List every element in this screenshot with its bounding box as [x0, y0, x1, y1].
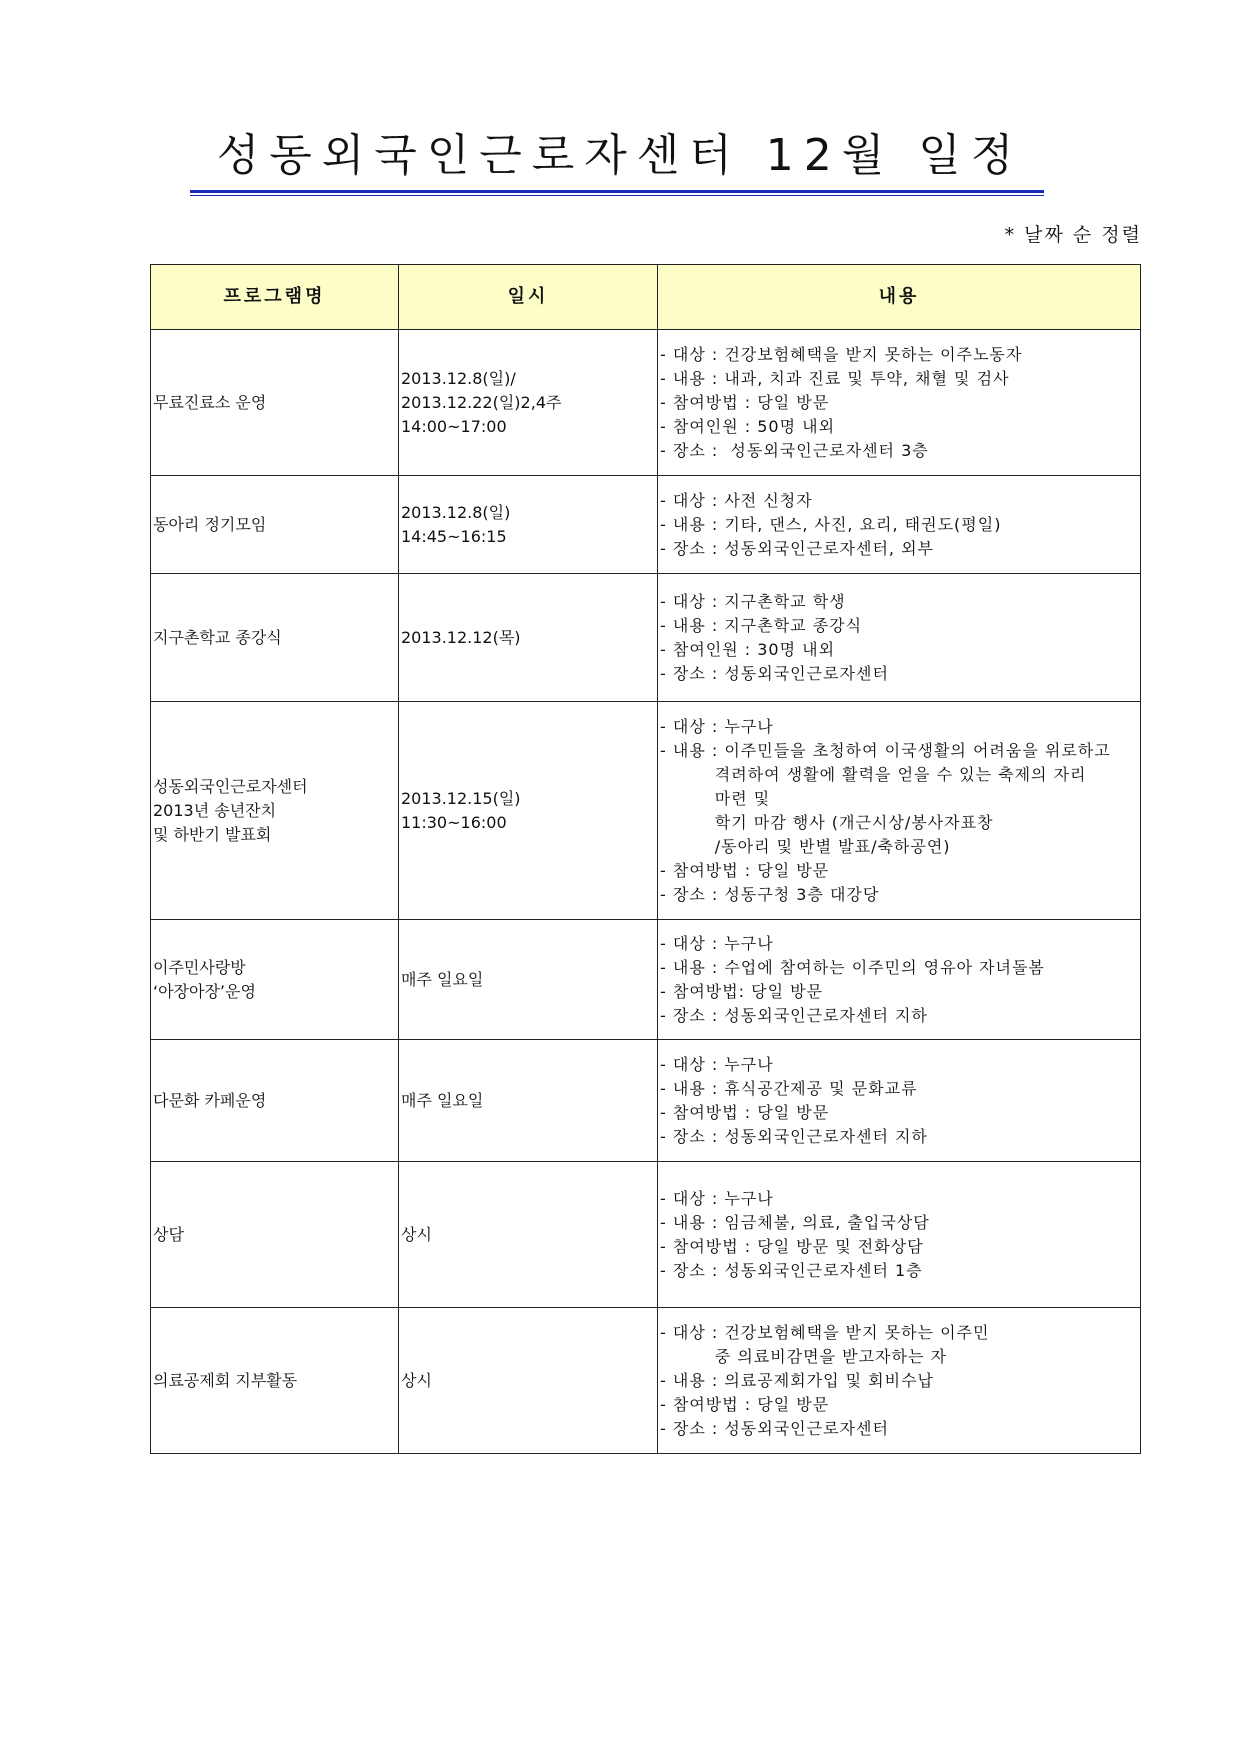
- program-details-cell: [658, 702, 1141, 920]
- detail-line: - 참여방법 : 당일 방문: [660, 392, 830, 412]
- detail-line: - 장소 : 성동외국인근로자센터 지하: [660, 1126, 928, 1146]
- details-list: [660, 489, 1138, 561]
- detail-line: - 대상 : 지구촌학교 학생: [660, 591, 846, 611]
- header-row: [151, 265, 1141, 330]
- detail-line: /동아리 및 반별 발표/축하공연): [660, 836, 951, 856]
- table-row: [151, 702, 1141, 920]
- sort-note: * 날짜 순 정렬: [1004, 224, 1142, 246]
- detail-line: - 대상 : 건강보험혜택을 받지 못하는 이주민: [660, 1322, 990, 1342]
- detail-line: 학기 마감 행사 (개근시상/봉사자표창: [660, 812, 994, 832]
- schedule-date-cell: 2013.12.15(일) 11:30~16:00: [399, 702, 658, 920]
- program-name-cell: 상담: [151, 1162, 399, 1308]
- table-row: [151, 920, 1141, 1040]
- schedule-date-cell: 매주 일요일: [399, 1040, 658, 1162]
- details-list: [660, 1321, 1138, 1441]
- detail-line: - 장소 : 성동외국인근로자센터 지하: [660, 1005, 928, 1025]
- schedule-date-cell: 2013.12.8(일) 14:45~16:15: [399, 476, 658, 574]
- program-name-cell: 무료진료소 운영: [151, 330, 399, 476]
- detail-line: - 대상 : 사전 신청자: [660, 490, 813, 510]
- detail-line: - 대상 : 누구나: [660, 1054, 774, 1074]
- schedule-date-cell: 매주 일요일: [399, 920, 658, 1040]
- table-row: [151, 330, 1141, 476]
- header-date: 일시: [399, 265, 658, 330]
- detail-line: - 장소 : 성동외국인근로자센터: [660, 1418, 889, 1438]
- detail-line: - 참여방법: 당일 방문: [660, 981, 824, 1001]
- table-row: [151, 574, 1141, 702]
- title-underline-thin: [190, 195, 1044, 196]
- header-program: 프로그램명: [151, 265, 399, 330]
- detail-line: - 참여인원 : 50명 내외: [660, 416, 836, 436]
- detail-line: - 참여방법 : 당일 방문: [660, 1394, 830, 1414]
- detail-line: - 장소 : 성동외국인근로자센터 1층: [660, 1260, 923, 1280]
- program-name-cell: 성동외국인근로자센터 2013년 송년잔치 및 하반기 발표회: [151, 702, 399, 920]
- detail-line: 중 의료비감면을 받고자하는 자: [660, 1346, 947, 1366]
- table-row: [151, 1162, 1141, 1308]
- detail-line: - 참여방법 : 당일 방문: [660, 860, 830, 880]
- schedule-date-cell: 2013.12.8(일)/ 2013.12.22(일)2,4주 14:00~17:00: [399, 330, 658, 476]
- details-list: [660, 715, 1138, 907]
- details-list: [660, 343, 1138, 463]
- program-name-cell: 이주민사랑방 ‘아장아장’운영: [151, 920, 399, 1040]
- program-details-cell: [658, 574, 1141, 702]
- schedule-date-cell: 2013.12.12(목): [399, 574, 658, 702]
- detail-line: - 내용 : 이주민들을 초청하여 이국생활의 어려움을 위로하고: [660, 740, 1111, 760]
- detail-line: - 장소 : 성동외국인근로자센터: [660, 663, 889, 683]
- program-name-cell: 지구촌학교 종강식: [151, 574, 399, 702]
- table-row: [151, 1308, 1141, 1454]
- program-name-cell: 동아리 정기모임: [151, 476, 399, 574]
- details-list: [660, 590, 1138, 686]
- detail-line: - 내용 : 임금체불, 의료, 출입국상담: [660, 1212, 930, 1232]
- schedule-table: [150, 264, 1141, 1454]
- detail-line: - 내용 : 의료공제회가입 및 회비수납: [660, 1370, 934, 1390]
- detail-line: - 내용 : 수업에 참여하는 이주민의 영유아 자녀돌봄: [660, 957, 1045, 977]
- detail-line: - 대상 : 누구나: [660, 1188, 774, 1208]
- detail-line: 격려하여 생활에 활력을 얻을 수 있는 축제의 자리: [660, 764, 1087, 784]
- detail-line: - 대상 : 누구나: [660, 716, 774, 736]
- detail-line: - 참여방법 : 당일 방문 및 전화상담: [660, 1236, 924, 1256]
- table-row: [151, 1040, 1141, 1162]
- detail-line: - 장소 : 성동외국인근로자센터, 외부: [660, 538, 934, 558]
- details-list: [660, 1053, 1138, 1149]
- detail-line: - 내용 : 기타, 댄스, 사진, 요리, 태권도(평일): [660, 514, 1002, 534]
- detail-line: - 장소 : 성동외국인근로자센터 3층: [660, 440, 929, 460]
- detail-line: - 대상 : 건강보험혜택을 받지 못하는 이주노동자: [660, 344, 1023, 364]
- program-details-cell: [658, 476, 1141, 574]
- program-name-cell: 다문화 카페운영: [151, 1040, 399, 1162]
- detail-line: - 장소 : 성동구청 3층 대강당: [660, 884, 880, 904]
- program-details-cell: [658, 330, 1141, 476]
- program-details-cell: [658, 1040, 1141, 1162]
- detail-line: - 내용 : 휴식공간제공 및 문화교류: [660, 1078, 918, 1098]
- page-title: 성동외국인근로자센터 12월 일정: [216, 130, 1024, 181]
- program-details-cell: [658, 1162, 1141, 1308]
- schedule-date-cell: 상시: [399, 1308, 658, 1454]
- detail-line: 마련 및: [660, 788, 771, 808]
- title-underline: [190, 190, 1044, 193]
- schedule-body: [151, 330, 1141, 1454]
- detail-line: - 내용 : 지구촌학교 종강식: [660, 615, 863, 635]
- detail-line: - 참여방법 : 당일 방문: [660, 1102, 830, 1122]
- program-details-cell: [658, 1308, 1141, 1454]
- header-content: 내용: [658, 265, 1141, 330]
- detail-line: - 대상 : 누구나: [660, 933, 774, 953]
- schedule-date-cell: 상시: [399, 1162, 658, 1308]
- program-name-cell: 의료공제회 지부활동: [151, 1308, 399, 1454]
- detail-line: - 참여인원 : 30명 내외: [660, 639, 836, 659]
- detail-line: - 내용 : 내과, 치과 진료 및 투약, 채혈 및 검사: [660, 368, 1010, 388]
- details-list: [660, 932, 1138, 1028]
- table-row: [151, 476, 1141, 574]
- program-details-cell: [658, 920, 1141, 1040]
- details-list: [660, 1187, 1138, 1283]
